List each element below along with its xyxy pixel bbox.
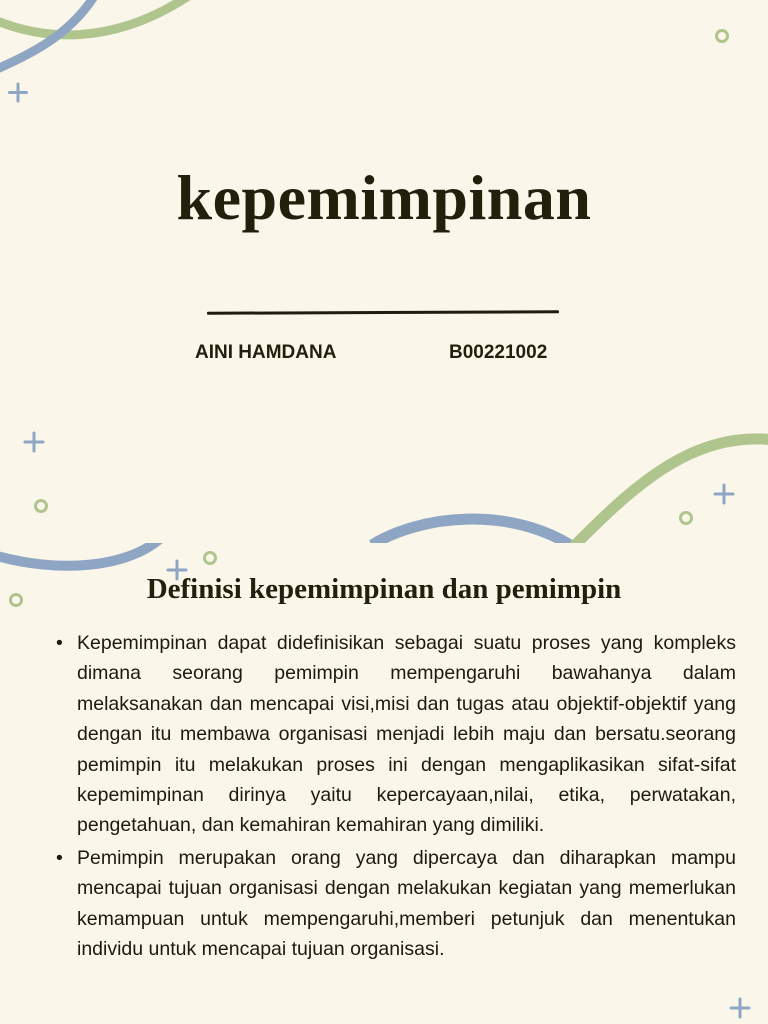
circle-icon	[36, 501, 47, 512]
author-name: AINI HAMDANA	[195, 342, 337, 363]
plus-icon	[715, 485, 733, 503]
circle-icon	[717, 31, 728, 42]
list-item	[56, 843, 736, 965]
bullet-icon: •	[56, 632, 63, 654]
bullet-icon: •	[56, 846, 63, 869]
slide-title: kepemimpinan	[176, 162, 592, 233]
author-id: B00221002	[449, 342, 548, 363]
blue-wave-bottom	[372, 519, 575, 543]
blue-wave-top-left	[0, 543, 162, 566]
plus-icon	[731, 999, 749, 1017]
slide-heading: Definisi kepemimpinan dan pemimpin	[146, 573, 622, 605]
list-item	[56, 628, 736, 841]
list-item-text: Kepemimpinan dapat didefinisikan sebagai suatu proses yang kompleks dimana seorang pemimpin mempengaruhi bawahanya dalam melaksanakan dan mencapai visi,misi dan tugas atau objektif-objektif yang dengan itu membawa organisasi menjadi lebih maju dan bersatu.seorang pemimpin itu melakukan proses ini dengan mengaplikasikan sifat-sifat kepemimpinan dirinya yaitu kepercayaan,nilai, etika, perwatakan, pengetahuan, dan kemahiran kemahiran yang dimiliki.	[77, 632, 736, 837]
circle-icon	[205, 553, 216, 564]
plus-icon	[10, 84, 27, 101]
green-wave-bottom	[570, 439, 768, 543]
list-item-text: Pemimpin merupakan orang yang dipercaya dan diharapkan mampu mencapai tujuan organisasi dengan melakukan kegiatan yang memerlukan kemampuan untuk mempengaruhi,memberi petunjuk dan menentukan individu untuk mencapai tujuan organisasi.	[77, 846, 736, 961]
green-wave-top-left	[0, 0, 190, 35]
circle-icon	[681, 513, 692, 524]
plus-icon	[25, 433, 43, 451]
definition-slide	[0, 543, 768, 1024]
definition-list	[56, 628, 736, 966]
